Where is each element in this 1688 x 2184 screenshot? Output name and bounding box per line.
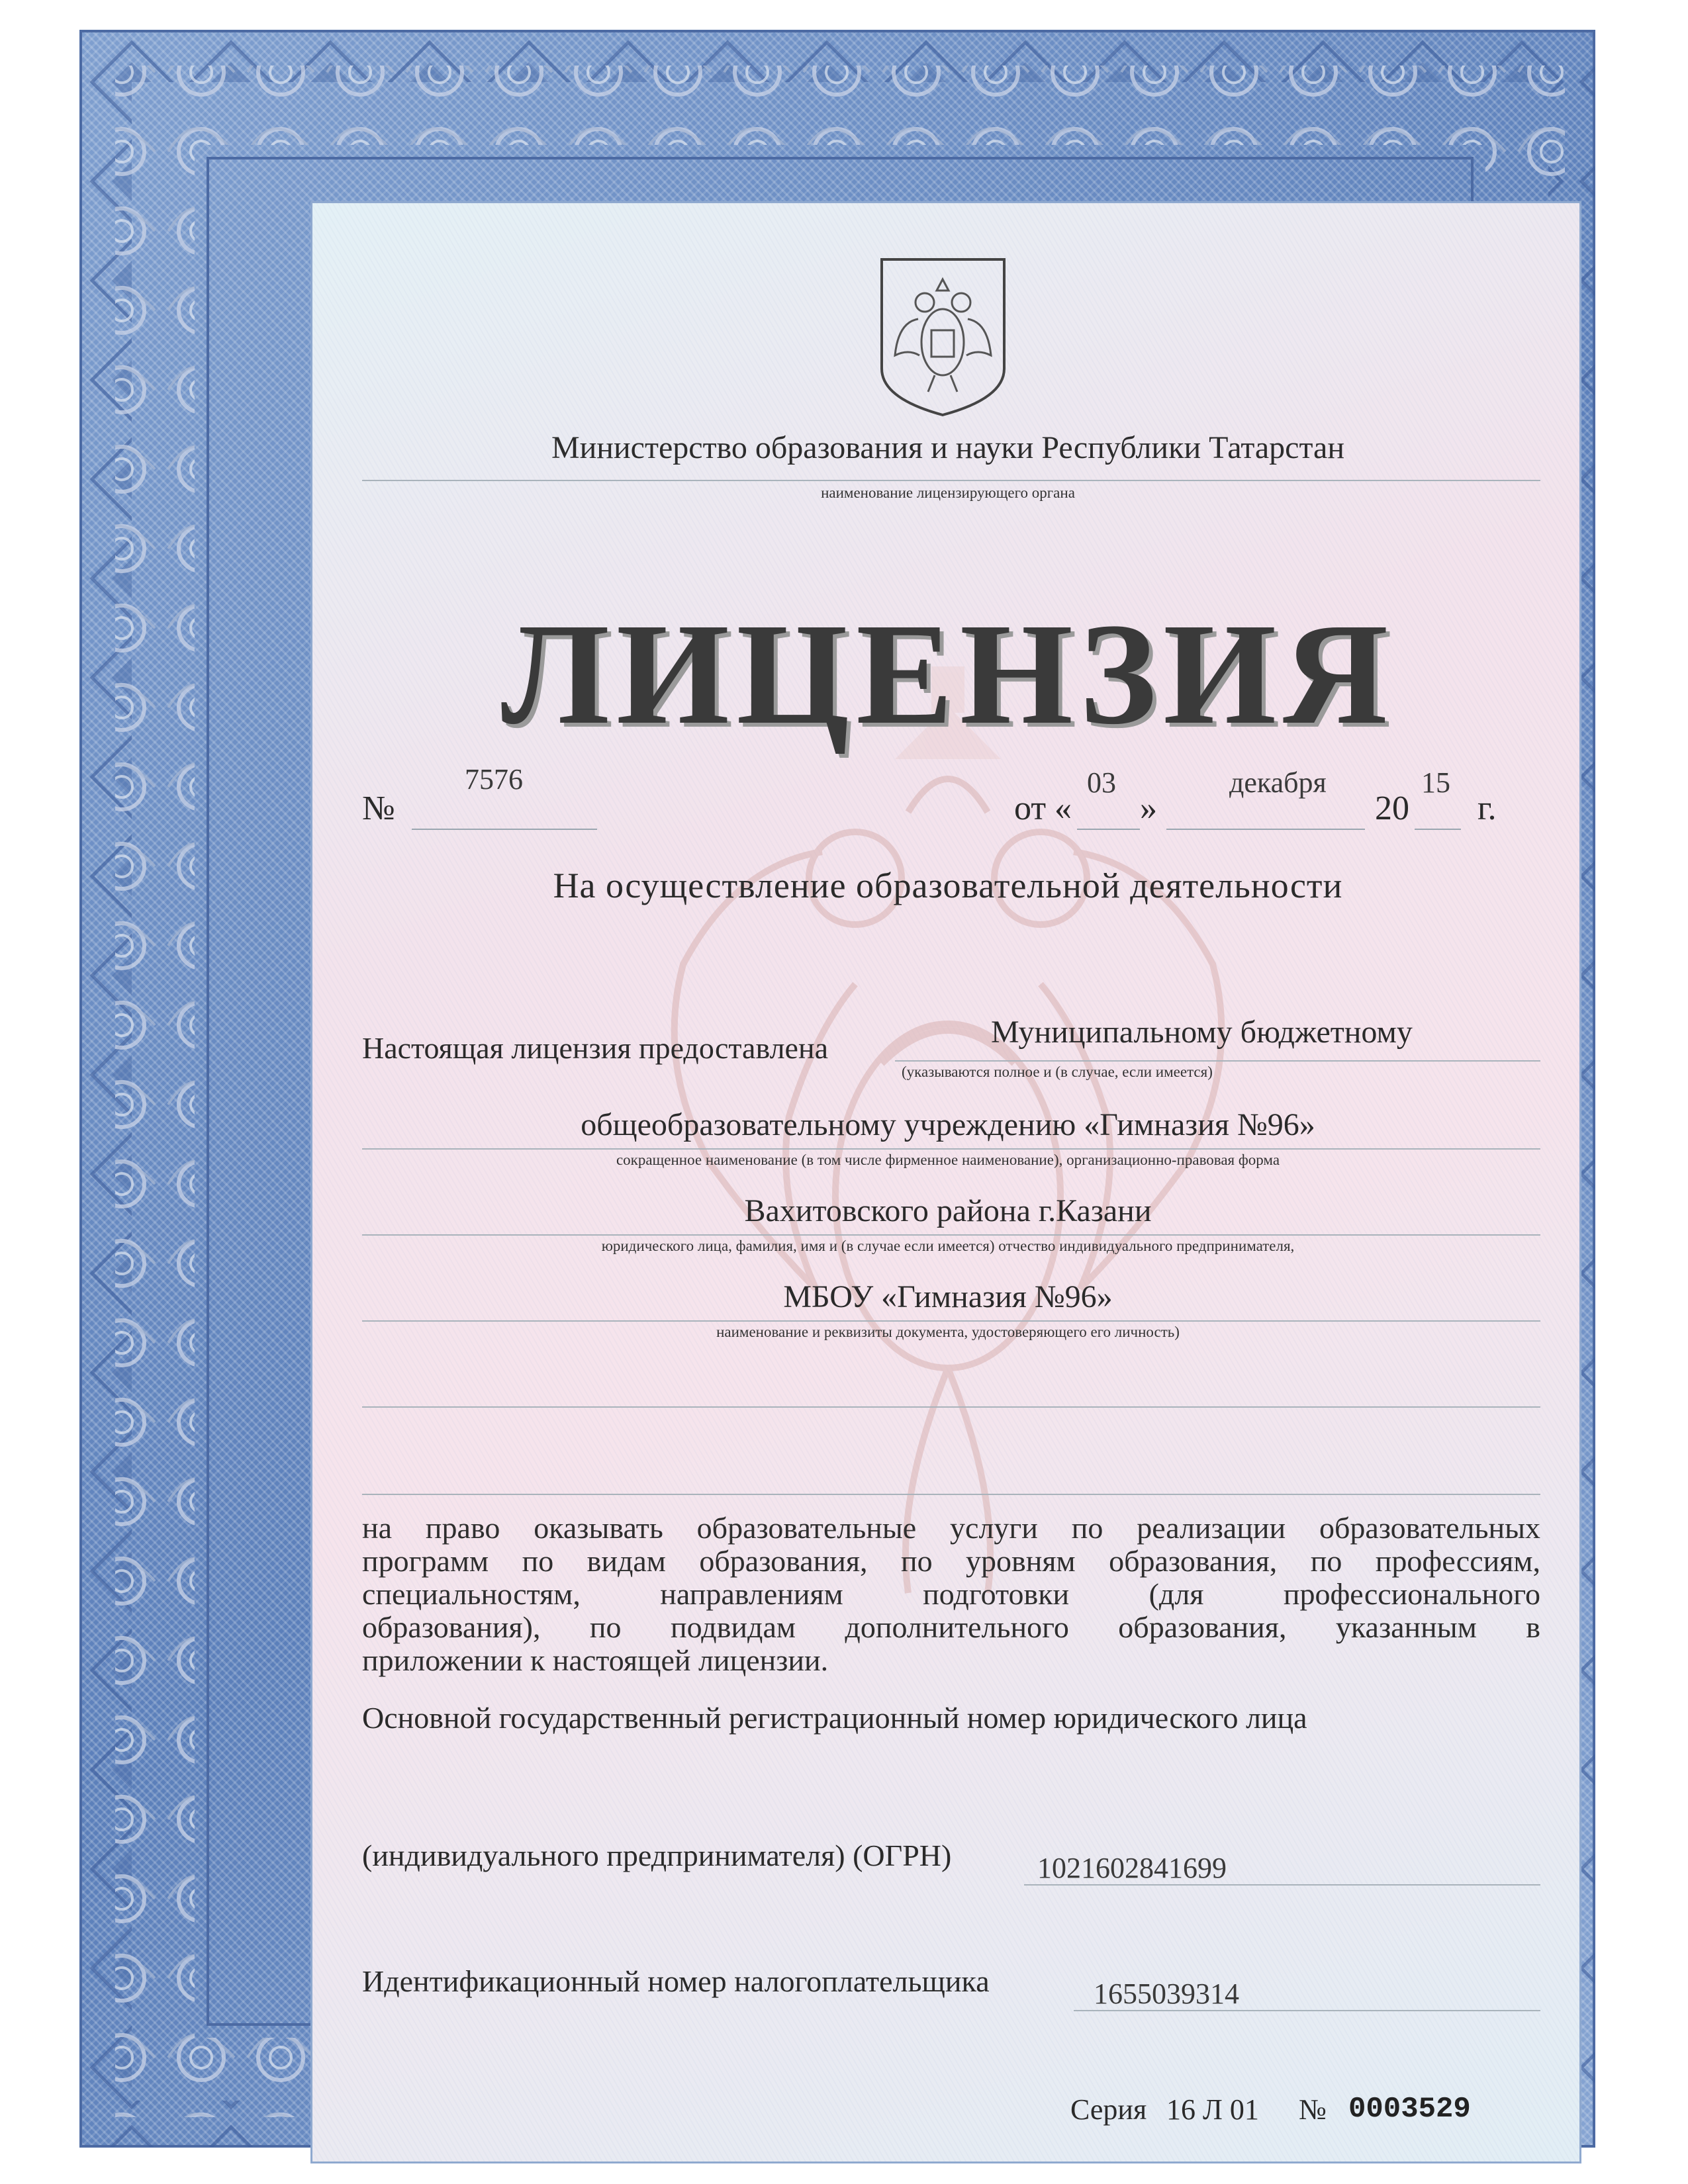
blank-line-1 bbox=[362, 1406, 1540, 1408]
grantee-caption3: юридического лица, фамилия, имя и (в случае если имеется) отчество индивидуального предпринимателя, bbox=[601, 1238, 1295, 1254]
ogrn-label-line1: Основной государственный регистрационный номер юридического лица bbox=[362, 1701, 1307, 1735]
rights-line-4: образования), по подвидам дополнительного образования, указанным в bbox=[362, 1610, 1540, 1644]
grantee-intro: Настоящая лицензия предоставлена bbox=[362, 1031, 828, 1065]
blank-line-2 bbox=[362, 1494, 1540, 1495]
license-number: 7576 bbox=[465, 763, 523, 796]
date-prefix: от « bbox=[1014, 790, 1072, 827]
number-line bbox=[412, 829, 597, 830]
date-century: 20 bbox=[1375, 790, 1409, 827]
grantee-caption4: наименование и реквизиты документа, удостоверяющего его личность) bbox=[716, 1324, 1180, 1340]
date-month-line bbox=[1166, 829, 1365, 830]
grantee-underline2 bbox=[362, 1148, 1540, 1150]
date-year-line bbox=[1415, 829, 1461, 830]
ministry-underline bbox=[362, 480, 1540, 481]
license-purpose: На осуществление образовательной деятельности bbox=[553, 866, 1343, 905]
series-number-sign: № bbox=[1299, 2093, 1327, 2126]
grantee-caption2: сокращенное наименование (в том числе фирменное наименование), организационно-правовая форма bbox=[616, 1152, 1280, 1168]
grantee-underline1 bbox=[895, 1060, 1540, 1062]
certificate-body bbox=[310, 201, 1581, 2163]
certificate-border bbox=[79, 30, 1595, 2148]
grantee-line2: общеобразовательному учреждению «Гимназия №96» bbox=[581, 1107, 1315, 1142]
series-number: 0003529 bbox=[1348, 2093, 1471, 2126]
ogrn-value: 1021602841699 bbox=[1037, 1852, 1227, 1884]
date-month: декабря bbox=[1229, 766, 1327, 799]
date-separator: » bbox=[1140, 790, 1157, 827]
ministry-caption: наименование лицензирующего органа bbox=[821, 484, 1075, 501]
number-sign: № bbox=[362, 790, 395, 827]
date-year: 15 bbox=[1421, 766, 1450, 799]
rights-line-3: специальностям, направлениям подготовки (для профессионального bbox=[362, 1577, 1540, 1611]
coat-of-arms-icon bbox=[878, 256, 1008, 418]
grantee-line4: МБОУ «Гимназия №96» bbox=[783, 1279, 1113, 1314]
license-title: ЛИЦЕНЗИЯ bbox=[500, 593, 1395, 754]
grantee-underline4 bbox=[362, 1320, 1540, 1322]
ogrn-label-line2: (индивидуального предпринимателя) (ОГРН) bbox=[362, 1839, 952, 1872]
grantee-line3: Вахитовского района г.Казани bbox=[744, 1193, 1152, 1228]
grantee-underline3 bbox=[362, 1234, 1540, 1236]
date-suffix: г. bbox=[1477, 790, 1497, 827]
grantee-line1: Муниципальному бюджетному bbox=[991, 1015, 1413, 1050]
grantee-caption1: (указываются полное и (в случае, если имеется) bbox=[902, 1064, 1213, 1080]
inn-label: Идентификационный номер налогоплательщика bbox=[362, 1964, 990, 1998]
series-label: Серия bbox=[1070, 2093, 1147, 2126]
ministry-name: Министерство образования и науки Республики Татарстан bbox=[551, 430, 1345, 465]
rights-line-5: приложении к настоящей лицензии. bbox=[362, 1643, 829, 1677]
series-code: 16 Л 01 bbox=[1166, 2093, 1259, 2126]
rights-line-1: на право оказывать образовательные услуги по реализации образовательных bbox=[362, 1511, 1540, 1545]
date-day: 03 bbox=[1087, 766, 1116, 799]
date-day-line bbox=[1077, 829, 1140, 830]
inn-value: 1655039314 bbox=[1094, 1978, 1239, 2010]
rights-line-2: программ по видам образования, по уровням образования, по профессиям, bbox=[362, 1544, 1540, 1578]
